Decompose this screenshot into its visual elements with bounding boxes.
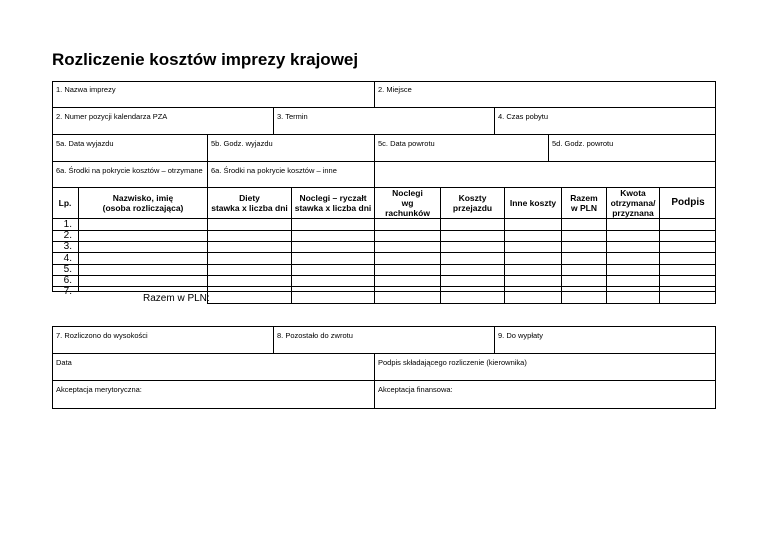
field-remaining-return[interactable]: 8. Pozostało do zwrotu: [277, 331, 353, 340]
field-place[interactable]: 2. Miejsce: [378, 85, 412, 94]
field-manager-signature[interactable]: Podpis składającego rozliczenie (kierownika): [378, 358, 527, 367]
row-number: 2.: [63, 230, 72, 241]
field-payout[interactable]: 9. Do wypłaty: [498, 331, 544, 340]
header-amount: Kwota otrzymana/ przyznana: [610, 187, 656, 218]
field-substantive-approval[interactable]: Akceptacja merytoryczna:: [56, 385, 142, 394]
field-financial-approval[interactable]: Akceptacja finansowa:: [378, 385, 453, 394]
field-departure-hour[interactable]: 5b. Godz. wyjazdu: [211, 139, 273, 148]
header-diets: Diety stawka x liczba dni: [211, 192, 288, 213]
header-travel-costs: Koszty przejazdu: [452, 192, 493, 213]
header-total: Razem w PLN: [570, 192, 598, 213]
field-departure-date[interactable]: 5a. Data wyjazdu: [56, 139, 114, 148]
field-settled-amount[interactable]: 7. Rozliczono do wysokości: [56, 331, 148, 340]
row-number: 4.: [63, 253, 72, 264]
row-number: 6.: [63, 275, 72, 286]
row-number: 5.: [63, 264, 72, 275]
field-calendar-number[interactable]: 2. Numer pozycji kalendarza PZA: [56, 112, 168, 121]
row-number: 1.: [63, 219, 72, 230]
field-date[interactable]: Data: [56, 358, 72, 367]
header-other-costs: Inne koszty: [509, 197, 557, 208]
row-number: 7.: [63, 286, 72, 297]
header-name: Nazwisko, imię (osoba rozliczająca): [102, 192, 184, 213]
page-title: Rozliczenie kosztów imprezy krajowej: [52, 50, 359, 69]
header-lodging-flat: Noclegi – ryczałt stawka x liczba dni: [294, 192, 372, 213]
field-funds-received[interactable]: 6a. Środki na pokrycie kosztów – otrzymane: [56, 166, 203, 175]
row-number: 3.: [63, 241, 72, 252]
header-lodging-bills: Noclegi wg rachunków: [385, 187, 430, 218]
field-stay-time[interactable]: 4. Czas pobytu: [498, 112, 549, 121]
field-return-hour[interactable]: 5d. Godz. powrotu: [552, 139, 614, 148]
bottom-form: [52, 326, 716, 409]
field-return-date[interactable]: 5c. Data powrotu: [378, 139, 435, 148]
header-lp: Lp.: [58, 197, 72, 208]
field-funds-other[interactable]: 6a. Środki na pokrycie kosztów – inne: [211, 166, 337, 175]
total-pln-label: Razem w PLN:: [143, 293, 210, 304]
field-term[interactable]: 3. Termin: [277, 112, 308, 121]
field-event-name[interactable]: 1. Nazwa imprezy: [56, 85, 116, 94]
header-form: [52, 81, 716, 192]
header-signature: Podpis: [671, 196, 705, 208]
